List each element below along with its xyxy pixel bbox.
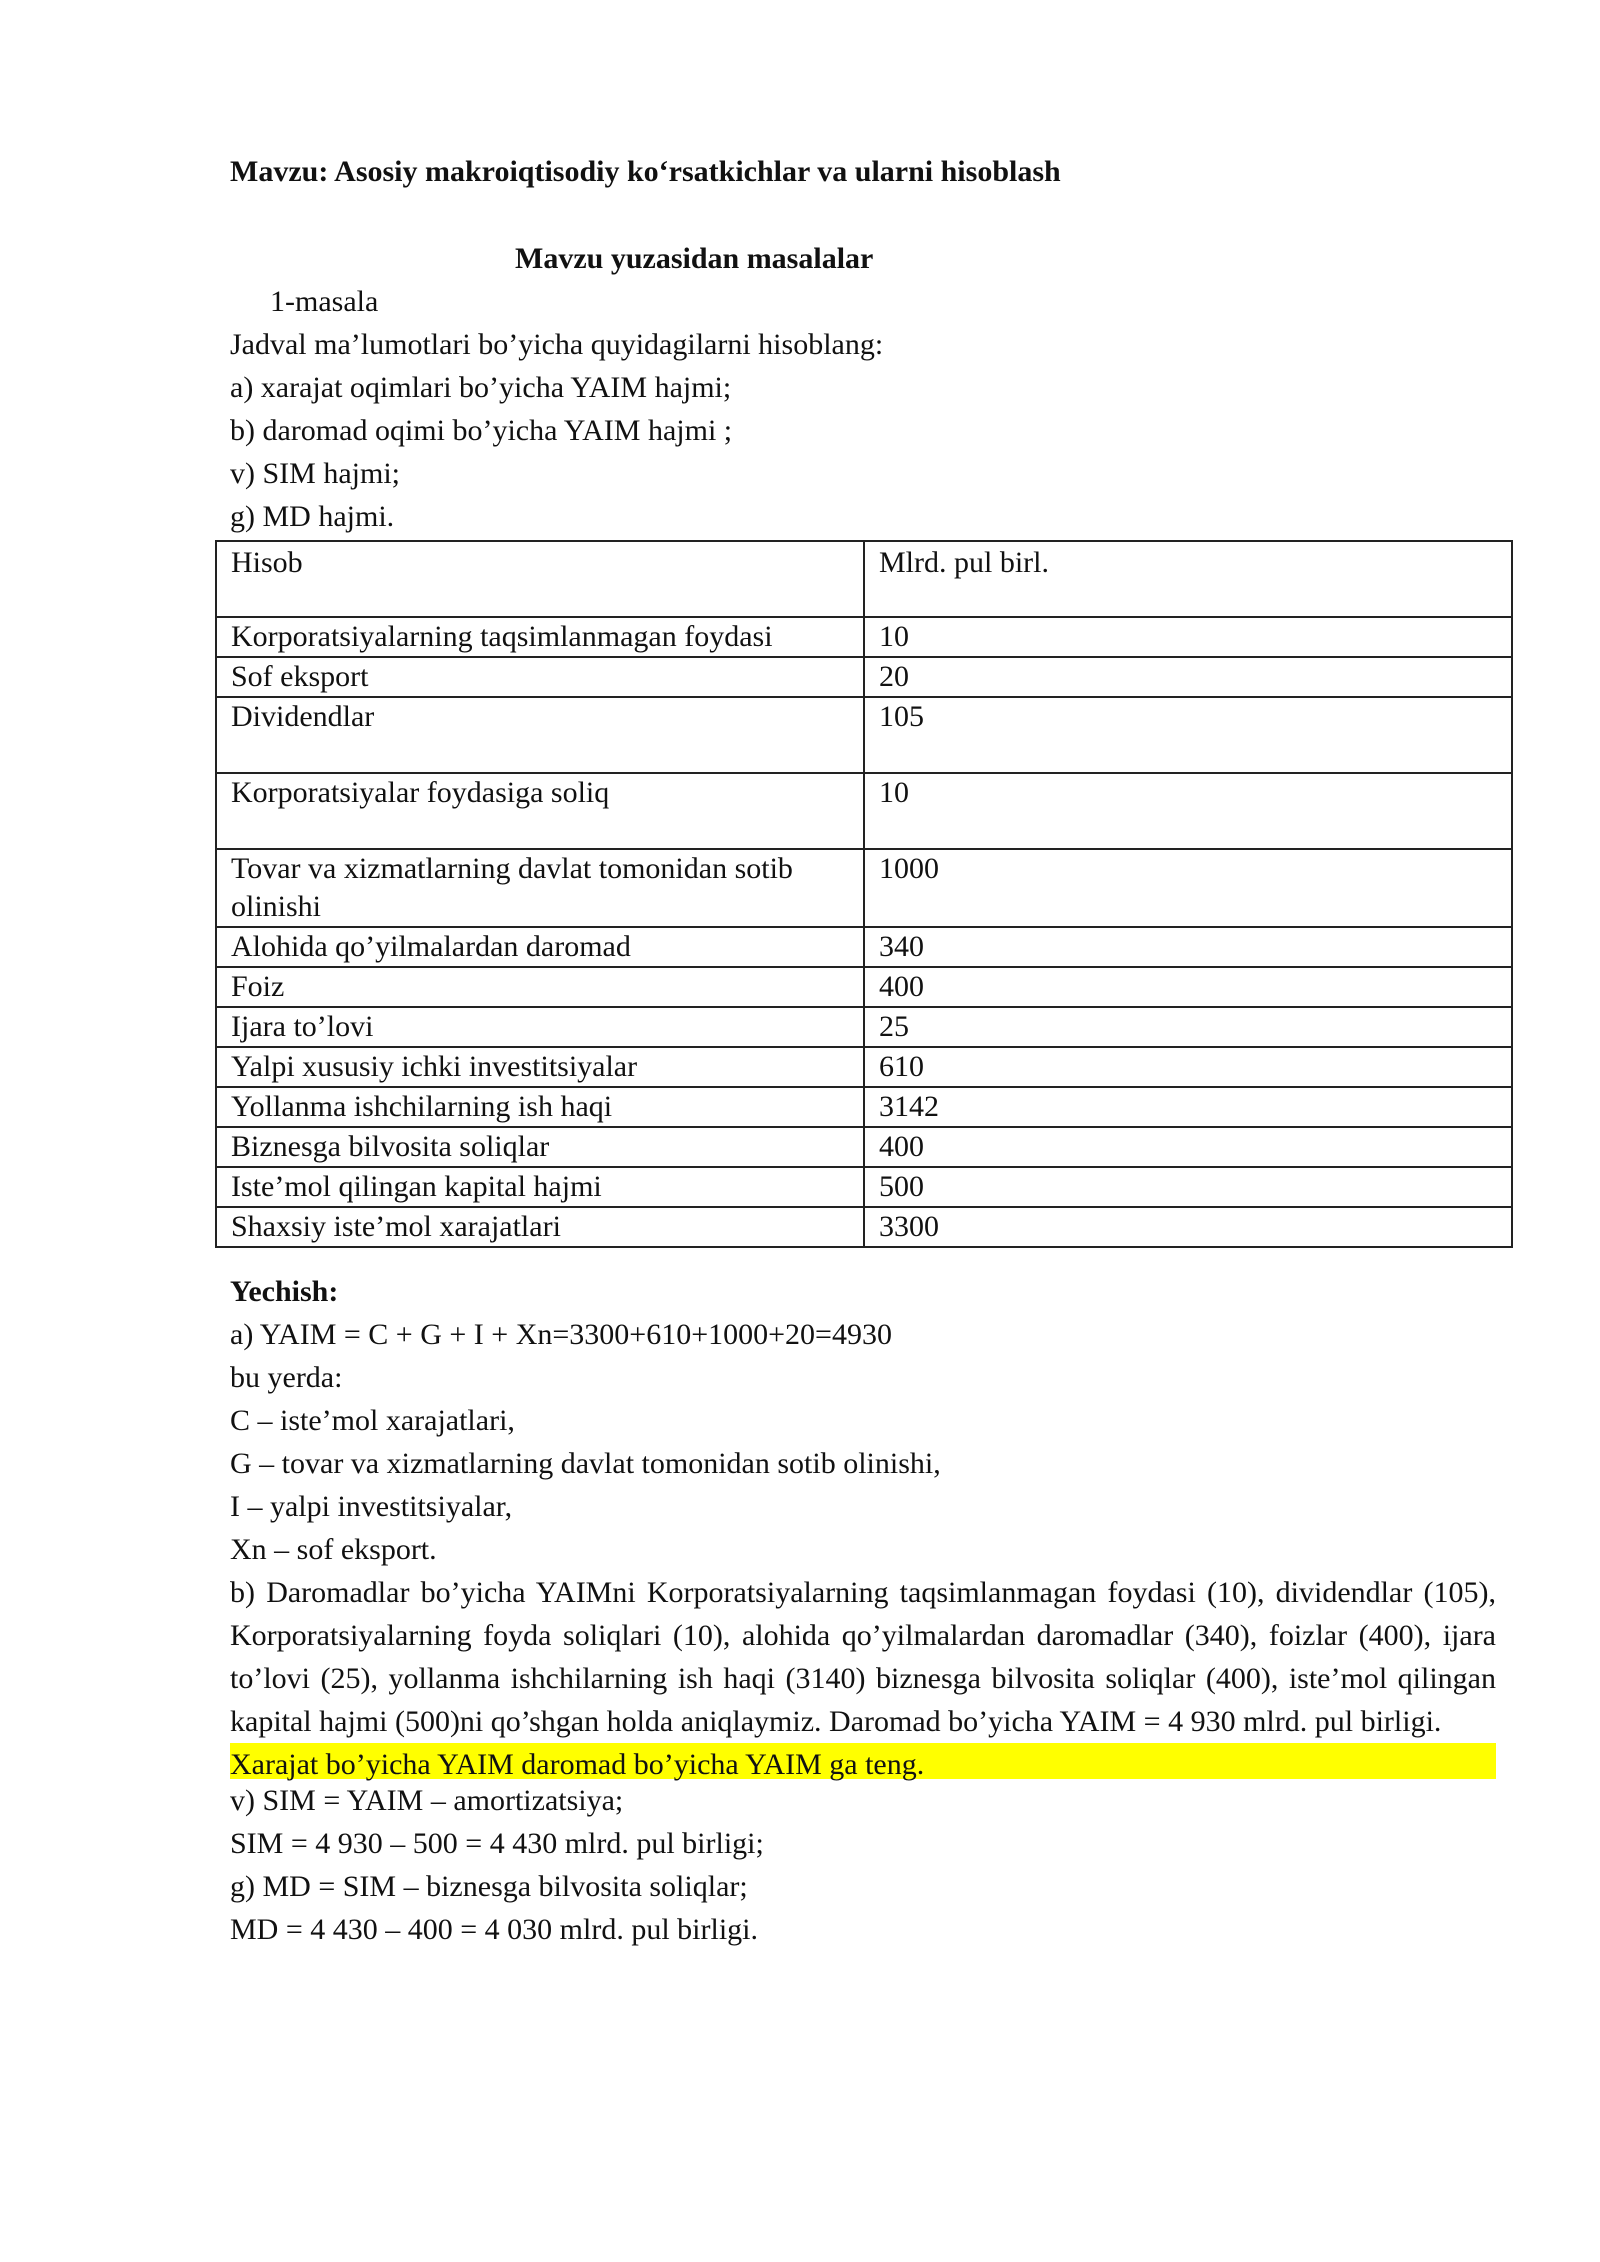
table-row — [216, 697, 1512, 773]
instruction-line: Jadval ma’lumotlari bo’yicha quyidagilarni hisoblang: — [230, 328, 884, 361]
row-value: 10 — [864, 617, 1512, 657]
table-row — [216, 1047, 1512, 1087]
row-name: Yollanma ishchilarning ish haqi — [216, 1087, 864, 1127]
row-value: 3300 — [864, 1207, 1512, 1247]
row-name: Korporatsiyalarning taqsimlanmagan foydasi — [216, 617, 864, 657]
row-name: Foiz — [216, 967, 864, 1007]
solution-line: C – iste’mol xarajatlari, — [230, 1404, 515, 1437]
accounts-table — [215, 540, 1513, 1248]
table-row — [216, 773, 1512, 849]
row-name: Biznesga bilvosita soliqlar — [216, 1127, 864, 1167]
solution-line: v) SIM = YAIM – amortizatsiya; — [230, 1784, 624, 1817]
solution-paragraph-b: b) Daromadlar bo’yicha YAIMni Korporatsiyalarning taqsimlanmagan foydasi (10), dividendlar (105), Korporatsiyalarning foyda soliqlari (10), alohida qo’yilmalardan daromadlar (340), foizlar (400), ijara to’lovi (25), yollanma ishchilarning ish haqi (3140) biznesga bilvosita soliqlar (400), iste’mol qilingan kapital hajmi (500)ni qo’shgan holda aniqlaymiz. Daromad bo’yicha YAIM = 4 930 mlrd. pul birligi. — [230, 1576, 1496, 1738]
solution-section — [230, 1270, 1496, 1951]
table-row — [216, 657, 1512, 697]
row-name: Alohida qo’yilmalardan daromad — [216, 927, 864, 967]
row-value: 610 — [864, 1047, 1512, 1087]
section-subtitle: Mavzu yuzasidan masalalar — [515, 242, 874, 275]
solution-line: MD = 4 430 – 400 = 4 030 mlrd. pul birligi. — [230, 1913, 759, 1946]
task-label: 1-masala — [270, 285, 379, 318]
table-row — [216, 1167, 1512, 1207]
highlighted-conclusion: Xarajat bo’yicha YAIM daromad bo’yicha YAIM ga teng. — [230, 1743, 1496, 1779]
row-value: 20 — [864, 657, 1512, 697]
row-name: Yalpi xususiy ichki investitsiyalar — [216, 1047, 864, 1087]
instruction-line: g) MD hajmi. — [230, 500, 395, 533]
table-row — [216, 617, 1512, 657]
row-value: 400 — [864, 1127, 1512, 1167]
row-name: Dividendlar — [216, 697, 864, 773]
row-value: 500 — [864, 1167, 1512, 1207]
row-value: 105 — [864, 697, 1512, 773]
instruction-line: v) SIM hajmi; — [230, 457, 400, 490]
table-row — [216, 849, 1512, 927]
row-name: Ijara to’lovi — [216, 1007, 864, 1047]
row-value: 3142 — [864, 1087, 1512, 1127]
solution-line: SIM = 4 930 – 500 = 4 430 mlrd. pul birligi; — [230, 1827, 764, 1860]
table-header-row — [216, 541, 1512, 617]
row-name: Tovar va xizmatlarning davlat tomonidan sotib olinishi — [216, 849, 864, 927]
table-row — [216, 1087, 1512, 1127]
row-name: Iste’mol qilingan kapital hajmi — [216, 1167, 864, 1207]
row-name: Korporatsiyalar foydasiga soliq — [216, 773, 864, 849]
row-name: Shaxsiy iste’mol xarajatlari — [216, 1207, 864, 1247]
solution-line: G – tovar va xizmatlarning davlat tomonidan sotib olinishi, — [230, 1447, 941, 1480]
table-row — [216, 927, 1512, 967]
row-value: 400 — [864, 967, 1512, 1007]
document-title: Mavzu: Asosiy makroiqtisodiy ko‘rsatkichlar va ularni hisoblash — [230, 155, 1061, 188]
solution-line: Xn – sof eksport. — [230, 1533, 437, 1566]
row-value: 25 — [864, 1007, 1512, 1047]
row-value: 340 — [864, 927, 1512, 967]
row-value: 1000 — [864, 849, 1512, 927]
solution-line: g) MD = SIM – biznesga bilvosita soliqlar; — [230, 1870, 748, 1903]
task-instructions — [230, 323, 883, 538]
header-cell: Mlrd. pul birl. — [864, 541, 1512, 617]
table-row — [216, 1007, 1512, 1047]
instruction-line: b) daromad oqimi bo’yicha YAIM hajmi ; — [230, 414, 733, 447]
row-name: Sof eksport — [216, 657, 864, 697]
solution-line: I – yalpi investitsiyalar, — [230, 1490, 513, 1523]
row-value: 10 — [864, 773, 1512, 849]
instruction-line: a) xarajat oqimlari bo’yicha YAIM hajmi; — [230, 371, 732, 404]
table-row — [216, 1207, 1512, 1247]
solution-line: bu yerda: — [230, 1361, 343, 1394]
header-cell: Hisob — [216, 541, 864, 617]
table-row — [216, 1127, 1512, 1167]
solution-heading: Yechish: — [230, 1275, 339, 1308]
table-row — [216, 967, 1512, 1007]
solution-line: a) YAIM = C + G + I + Xn=3300+610+1000+20=4930 — [230, 1318, 892, 1351]
